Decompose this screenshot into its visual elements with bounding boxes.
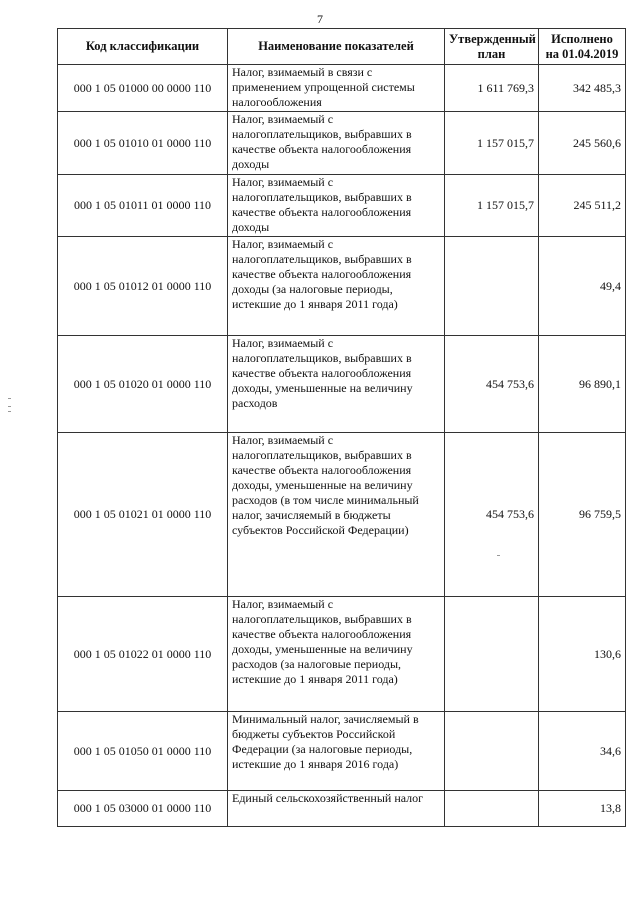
row-name: Налог, взимаемый с налогоплательщиков, выбравших в качестве объекта налогообложения доходы (за налоговые периоды, истекшие до 1 января 2011 года) (228, 237, 445, 336)
revenue-table (57, 28, 626, 827)
table-row (58, 791, 626, 827)
scan-mark (8, 398, 11, 399)
row-plan (445, 597, 539, 712)
row-done: 245 560,6 (539, 112, 626, 175)
row-done: 49,4 (539, 237, 626, 336)
header-done-line1: Исполнено (551, 31, 613, 46)
row-name: Налог, взимаемый с налогоплательщиков, выбравших в качестве объекта налогообложения доходы, уменьшенные на величину расходов (228, 336, 445, 433)
table-row (58, 597, 626, 712)
scan-mark (497, 555, 500, 556)
row-code: 000 1 05 01012 01 0000 110 (58, 237, 228, 336)
table-row (58, 237, 626, 336)
row-name: Налог, взимаемый с налогоплательщиков, выбравших в качестве объекта налогообложения доходы, уменьшенные на величину расходов (за налоговые периоды, истекшие до 1 января 2011 года) (228, 597, 445, 712)
row-name: Минимальный налог, зачисляемый в бюджеты субъектов Российской Федерации (за налоговые периоды, истекшие до 1 января 2016 года) (228, 712, 445, 791)
row-code: 000 1 05 01022 01 0000 110 (58, 597, 228, 712)
page-number: 7 (317, 12, 323, 26)
row-plan: 454 753,6 (445, 433, 539, 597)
row-name: Налог, взимаемый с налогоплательщиков, выбравших в качестве объекта налогообложения доходы (228, 175, 445, 237)
row-code: 000 1 05 01011 01 0000 110 (58, 175, 228, 237)
table-row (58, 433, 626, 597)
row-done: 34,6 (539, 712, 626, 791)
table-row (58, 65, 626, 112)
row-done: 96 890,1 (539, 336, 626, 433)
scan-mark (8, 411, 11, 412)
header-name: Наименование показателей (228, 29, 445, 65)
row-name: Налог, взимаемый с налогоплательщиков, выбравших в качестве объекта налогообложения доходы (228, 112, 445, 175)
header-code: Код классификации (58, 29, 228, 65)
header-plan (445, 29, 539, 65)
header-done-line2: на 01.04.2019 (545, 46, 619, 61)
row-done: 342 485,3 (539, 65, 626, 112)
row-name: Налог, взимаемый с налогоплательщиков, выбравших в качестве объекта налогообложения доходы, уменьшенные на величину расходов (в том числе минимальный налог, зачисляемый в бюджеты субъектов Российской Федерации) (228, 433, 445, 597)
row-name: Налог, взимаемый в связи с применением упрощенной системы налогообложения (228, 65, 445, 112)
scan-mark (8, 406, 11, 407)
row-plan: 1 157 015,7 (445, 175, 539, 237)
row-plan: 1 611 769,3 (445, 65, 539, 112)
table-row (58, 112, 626, 175)
row-plan (445, 791, 539, 827)
row-code: 000 1 05 01010 01 0000 110 (58, 112, 228, 175)
table-row (58, 175, 626, 237)
row-plan (445, 712, 539, 791)
row-plan: 1 157 015,7 (445, 112, 539, 175)
row-code: 000 1 05 03000 01 0000 110 (58, 791, 228, 827)
row-done: 245 511,2 (539, 175, 626, 237)
header-plan-line2: план (477, 46, 506, 61)
row-done: 96 759,5 (539, 433, 626, 597)
row-done: 13,8 (539, 791, 626, 827)
header-plan-line1: Утвержденный (449, 31, 536, 46)
table-row (58, 712, 626, 791)
row-code: 000 1 05 01020 01 0000 110 (58, 336, 228, 433)
table-row (58, 336, 626, 433)
row-plan (445, 237, 539, 336)
table-header-row (58, 29, 626, 65)
row-code: 000 1 05 01050 01 0000 110 (58, 712, 228, 791)
row-plan: 454 753,6 (445, 336, 539, 433)
header-done (539, 29, 626, 65)
row-code: 000 1 05 01021 01 0000 110 (58, 433, 228, 597)
row-code: 000 1 05 01000 00 0000 110 (58, 65, 228, 112)
row-name: Единый сельскохозяйственный налог (228, 791, 445, 827)
row-done: 130,6 (539, 597, 626, 712)
